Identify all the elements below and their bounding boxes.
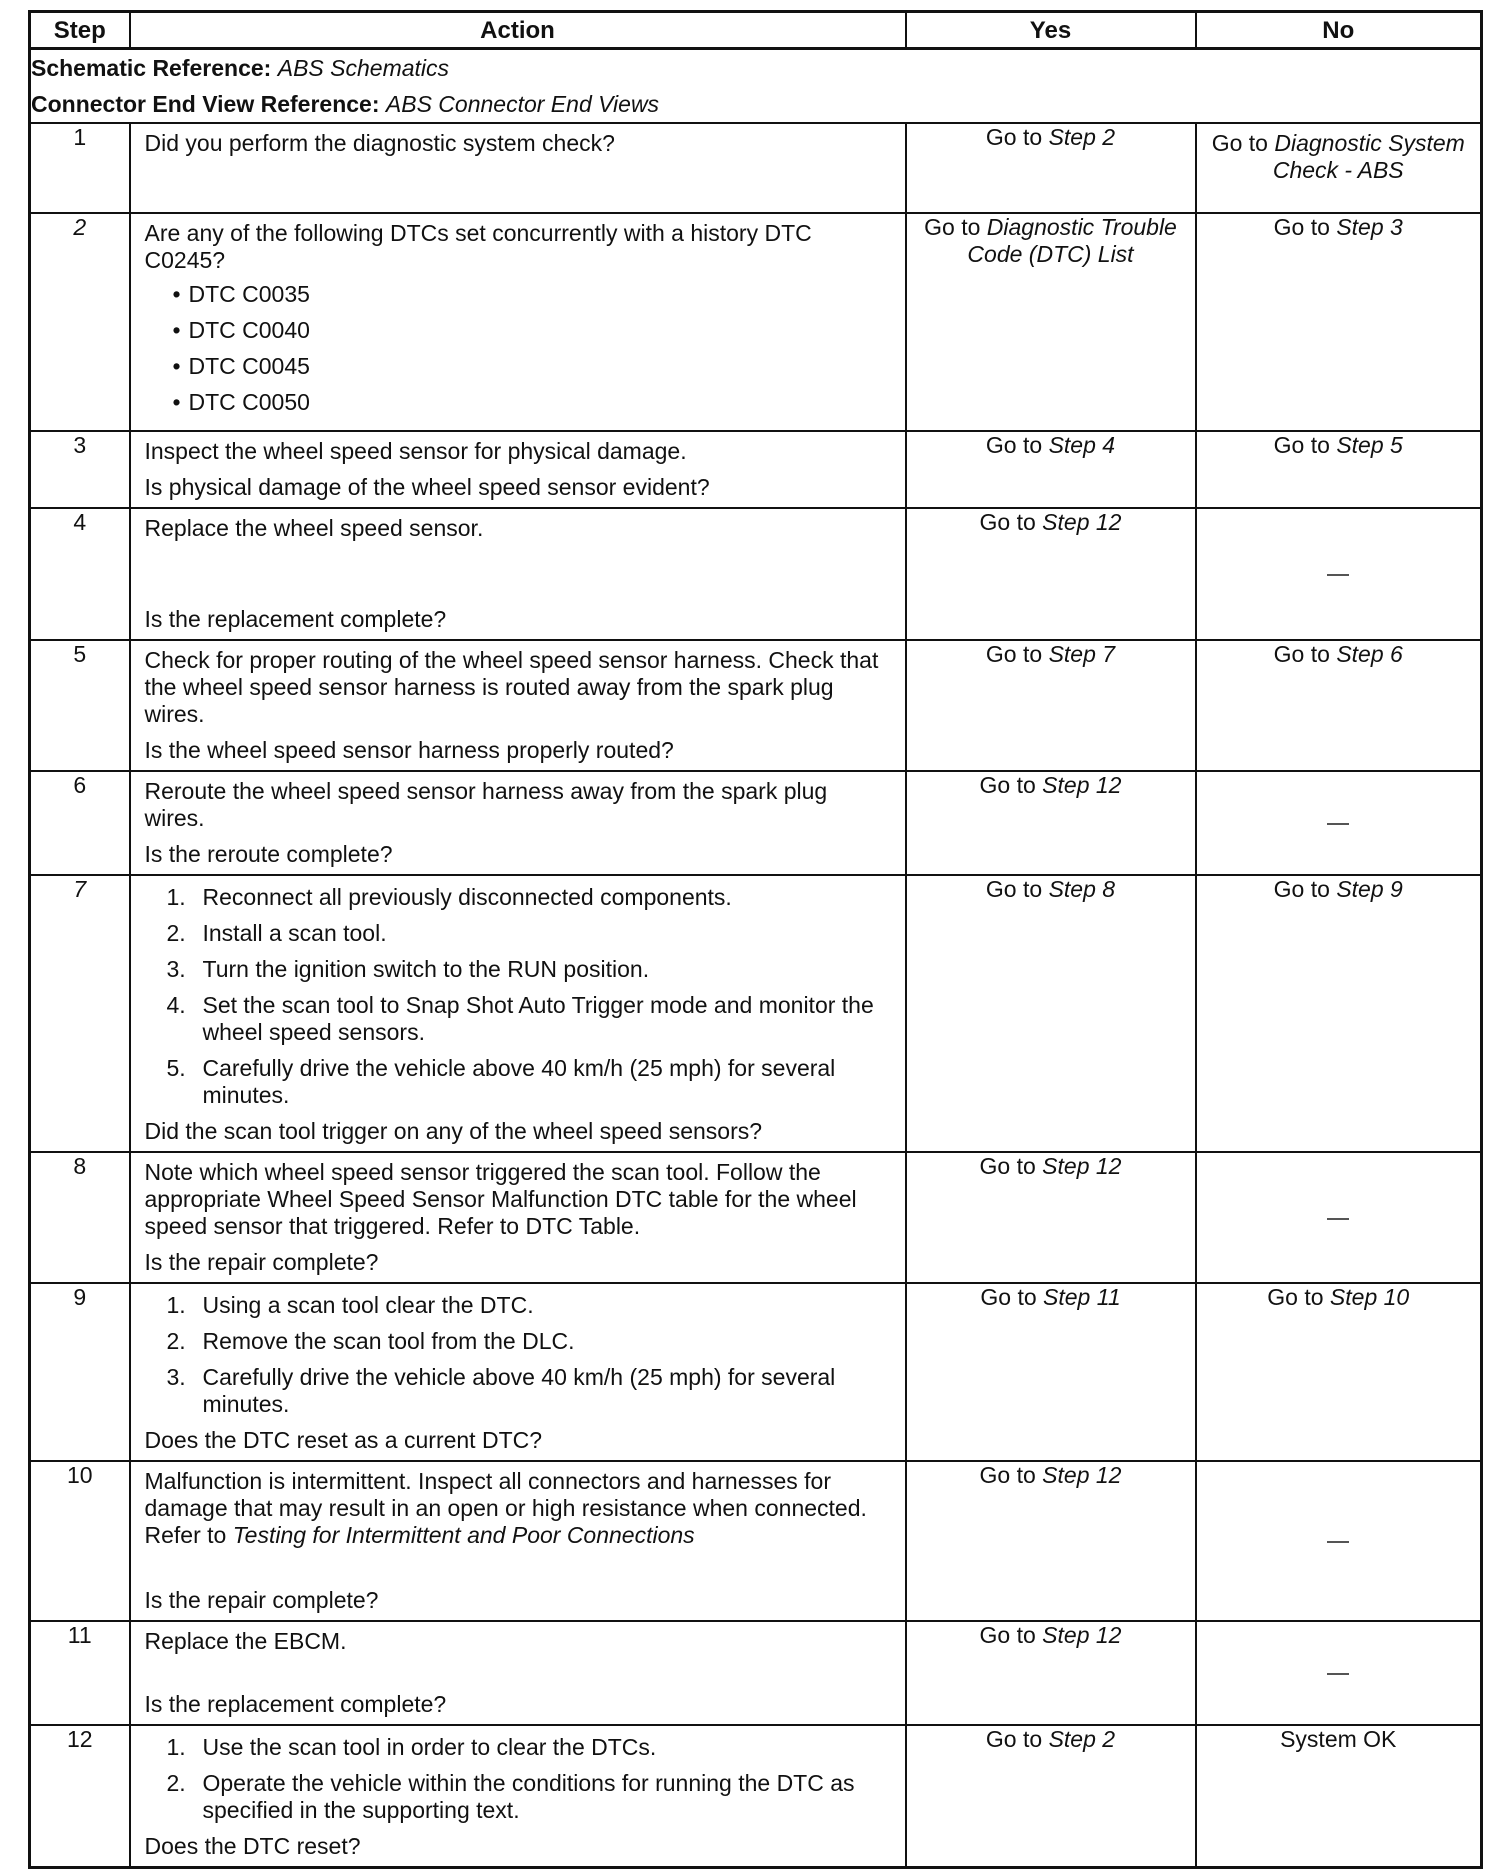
yes-prefix: Go to [985, 432, 1043, 458]
not-applicable-dash [1327, 823, 1349, 825]
step-question: Is the reroute complete? [144, 841, 393, 867]
step-number: 7 [30, 875, 130, 1152]
yes-step-link[interactable]: Step 12 [1042, 1622, 1122, 1648]
procedure-list [145, 1292, 893, 1418]
no-step-link[interactable]: Step 3 [1336, 214, 1403, 240]
step-action [130, 1621, 906, 1725]
step-number: 12 [30, 1725, 130, 1868]
list-number: 2. [166, 1770, 186, 1796]
not-applicable-dash [1327, 1541, 1349, 1543]
step-instruction: Replace the EBCM. [144, 1628, 347, 1654]
step-row [30, 123, 1482, 213]
step-question: Is the replacement complete? [144, 1691, 447, 1717]
list-item [145, 1364, 893, 1418]
yes-prefix: Go to [979, 772, 1036, 798]
step-row [30, 1725, 1482, 1868]
yes-cell [906, 875, 1196, 1152]
yes-cell [906, 640, 1196, 771]
no-cell [1196, 213, 1482, 431]
yes-cell [906, 1725, 1196, 1868]
testing-reference-link[interactable]: Testing for Intermittent and Poor Connections [232, 1522, 695, 1548]
list-item [145, 384, 893, 420]
yes-step-link[interactable]: Step 7 [1048, 641, 1116, 667]
yes-cell [906, 1621, 1196, 1725]
connector-reference [31, 86, 1480, 122]
step-number: 11 [30, 1621, 130, 1725]
yes-prefix: Go to [979, 1622, 1036, 1648]
no-prefix: Go to [1273, 641, 1330, 667]
no-step-link[interactable]: Step 6 [1336, 641, 1403, 667]
step-number: 3 [30, 431, 130, 508]
no-step-link[interactable]: Step 9 [1336, 876, 1403, 902]
no-prefix: Go to [1267, 1284, 1324, 1310]
step-number: 10 [30, 1461, 130, 1621]
step-instruction-text: Malfunction is intermittent. Inspect all connectors and harnesses for damage that may result in an open or high resistance when connected. Refer to [144, 1468, 867, 1548]
connector-reference-link[interactable]: ABS Connector End Views [385, 91, 660, 117]
diagnostic-table [28, 10, 1483, 1869]
step-action [130, 1461, 906, 1621]
step-question: Is the wheel speed sensor harness properly routed? [144, 737, 674, 763]
no-cell [1196, 1283, 1482, 1461]
no-cell [1196, 875, 1482, 1152]
yes-step-link[interactable]: Step 12 [1042, 1462, 1122, 1488]
yes-step-link[interactable]: Step 11 [1043, 1284, 1121, 1310]
connector-reference-label: Connector End View Reference: [31, 91, 380, 117]
step-action [130, 431, 906, 508]
step-row [30, 1283, 1482, 1461]
yes-step-link[interactable]: Step 8 [1048, 876, 1116, 902]
step-question: Are any of the following DTCs set concurrently with a history DTC C0245? [144, 220, 812, 273]
reference-row [30, 49, 1482, 124]
step-row [30, 213, 1482, 431]
step-question: Did you perform the diagnostic system check? [144, 130, 615, 156]
yes-prefix: Go to [980, 1284, 1037, 1310]
no-cell [1196, 431, 1482, 508]
no-prefix: Go to [1273, 214, 1330, 240]
no-step-link[interactable]: Step 5 [1336, 432, 1403, 458]
list-item-text: Carefully drive the vehicle above 40 km/h (25 mph) for several minutes. [202, 1055, 836, 1108]
step-number: 2 [30, 213, 130, 431]
list-item [145, 1734, 893, 1761]
diagnostic-table-sheet [28, 10, 1480, 1869]
no-cell [1196, 1461, 1482, 1621]
no-cell [1196, 1621, 1482, 1725]
step-question: Does the DTC reset? [144, 1833, 361, 1859]
list-item [145, 348, 893, 384]
step-question: Is physical damage of the wheel speed sensor evident? [144, 474, 710, 500]
not-applicable-dash [1327, 1218, 1349, 1220]
yes-prefix: Go to [985, 641, 1043, 667]
schematic-reference-label: Schematic Reference: [31, 55, 272, 81]
step-instruction [145, 1468, 893, 1549]
step-action [130, 123, 906, 213]
yes-cell [906, 123, 1196, 213]
yes-cell [906, 1283, 1196, 1461]
step-number: 8 [30, 1152, 130, 1283]
list-item [145, 1055, 893, 1109]
step-row [30, 1621, 1482, 1725]
step-question: Is the repair complete? [144, 1587, 379, 1613]
step-number: 6 [30, 771, 130, 875]
step-action [130, 1152, 906, 1283]
yes-step-link[interactable]: Step 2 [1048, 1726, 1116, 1752]
not-applicable-dash [1327, 574, 1349, 576]
procedure-list [145, 884, 893, 1109]
list-item-text: Install a scan tool. [202, 920, 387, 946]
step-row [30, 640, 1482, 771]
step-instruction: Check for proper routing of the wheel speed sensor harness. Check that the wheel speed sensor harness is routed away from the spark plug wires. [144, 647, 879, 727]
bullet-marker: • [172, 281, 181, 307]
list-item-text: DTC C0045 [188, 353, 310, 379]
list-item [145, 956, 893, 983]
list-number: 1. [166, 1734, 186, 1760]
list-item-text: Remove the scan tool from the DLC. [202, 1328, 575, 1354]
no-step-link[interactable]: Step 10 [1329, 1284, 1410, 1310]
bullet-marker: • [172, 353, 181, 379]
list-item [145, 1292, 893, 1319]
no-cell [1196, 771, 1482, 875]
list-item [145, 992, 893, 1046]
list-item-text: Use the scan tool in order to clear the DTCs. [202, 1734, 657, 1760]
yes-cell [906, 1152, 1196, 1283]
no-prefix: Go to [1273, 876, 1330, 902]
no-cell [1196, 1152, 1482, 1283]
system-ok-text: System OK [1280, 1726, 1397, 1752]
not-applicable-dash [1327, 1673, 1349, 1675]
list-item-text: Turn the ignition switch to the RUN position. [202, 956, 650, 982]
list-number: 4. [166, 992, 186, 1018]
step-row [30, 1461, 1482, 1621]
yes-step-link[interactable]: Step 12 [1042, 772, 1122, 798]
step-number: 9 [30, 1283, 130, 1461]
list-item [145, 276, 893, 312]
yes-prefix: Go to [985, 124, 1043, 150]
yes-step-link[interactable]: Step 2 [1048, 124, 1116, 150]
no-step-link[interactable]: Diagnostic System Check - ABS [1272, 130, 1465, 183]
step-instruction: Replace the wheel speed sensor. [144, 515, 484, 541]
step-question: Did the scan tool trigger on any of the wheel speed sensors? [144, 1118, 763, 1144]
list-item-text: Carefully drive the vehicle above 40 km/h (25 mph) for several minutes. [202, 1364, 836, 1417]
schematic-reference-link[interactable]: ABS Schematics [277, 55, 450, 81]
header-no: No [1196, 12, 1482, 49]
step-action [130, 213, 906, 431]
yes-prefix: Go to [979, 509, 1036, 535]
list-item [145, 1328, 893, 1355]
step-action [130, 640, 906, 771]
yes-prefix: Go to [985, 1726, 1043, 1752]
header-action: Action [130, 12, 906, 49]
yes-cell [906, 508, 1196, 640]
yes-prefix: Go to [979, 1153, 1036, 1179]
list-number: 5. [166, 1055, 186, 1081]
list-item [145, 1770, 893, 1824]
step-action [130, 508, 906, 640]
step-number: 5 [30, 640, 130, 771]
list-number: 3. [166, 956, 186, 982]
step-number: 4 [30, 508, 130, 640]
yes-prefix: Go to [985, 876, 1043, 902]
step-row [30, 875, 1482, 1152]
list-item-text: DTC C0050 [188, 389, 310, 415]
list-item-text: Reconnect all previously disconnected components. [202, 884, 732, 910]
step-row [30, 431, 1482, 508]
yes-cell [906, 771, 1196, 875]
step-instruction: Reroute the wheel speed sensor harness away from the spark plug wires. [144, 778, 828, 831]
yes-cell [906, 431, 1196, 508]
list-item [145, 920, 893, 947]
header-step: Step [30, 12, 130, 49]
list-item-text: DTC C0035 [188, 281, 310, 307]
step-number: 1 [30, 123, 130, 213]
step-action [130, 875, 906, 1152]
step-action [130, 771, 906, 875]
step-row [30, 771, 1482, 875]
no-cell [1196, 508, 1482, 640]
bullet-marker: • [172, 317, 181, 343]
step-question: Is the replacement complete? [144, 606, 447, 632]
reference-cell [30, 49, 1482, 124]
list-item-text: DTC C0040 [188, 317, 310, 343]
list-item-text: Set the scan tool to Snap Shot Auto Trigger mode and monitor the wheel speed sensors. [202, 992, 874, 1045]
yes-cell [906, 213, 1196, 431]
no-cell [1196, 123, 1482, 213]
list-number: 1. [166, 1292, 186, 1318]
no-prefix: Go to [1273, 432, 1330, 458]
yes-prefix: Go to [924, 214, 981, 240]
dtc-list [145, 276, 893, 420]
no-prefix: Go to [1211, 130, 1268, 156]
yes-cell [906, 1461, 1196, 1621]
bullet-marker: • [172, 389, 181, 415]
step-action [130, 1725, 906, 1868]
list-number: 2. [166, 1328, 186, 1354]
step-action [130, 1283, 906, 1461]
yes-step-link[interactable]: Step 4 [1048, 432, 1116, 458]
step-row [30, 1152, 1482, 1283]
yes-step-link[interactable]: Step 12 [1042, 509, 1122, 535]
header-yes: Yes [906, 12, 1196, 49]
step-instruction: Note which wheel speed sensor triggered the scan tool. Follow the appropriate Wheel Speed Sensor Malfunction DTC table for the wheel speed sensor that triggered. Refer to DTC Table. [144, 1159, 857, 1239]
list-item-text: Using a scan tool clear the DTC. [202, 1292, 534, 1318]
no-cell [1196, 640, 1482, 771]
yes-step-link[interactable]: Diagnostic Trouble Code (DTC) List [967, 214, 1177, 267]
schematic-reference [31, 50, 1480, 86]
list-number: 3. [166, 1364, 186, 1390]
header-row [30, 12, 1482, 49]
procedure-list [145, 1734, 893, 1824]
yes-prefix: Go to [979, 1462, 1036, 1488]
list-number: 1. [166, 884, 186, 910]
list-number: 2. [166, 920, 186, 946]
list-item-text: Operate the vehicle within the conditions for running the DTC as specified in the supporting text. [202, 1770, 855, 1823]
step-instruction: Inspect the wheel speed sensor for physical damage. [144, 438, 687, 464]
step-row [30, 508, 1482, 640]
step-question: Does the DTC reset as a current DTC? [144, 1427, 543, 1453]
list-item [145, 884, 893, 911]
yes-step-link[interactable]: Step 12 [1042, 1153, 1122, 1179]
no-cell [1196, 1725, 1482, 1868]
step-question: Is the repair complete? [144, 1249, 379, 1275]
list-item [145, 312, 893, 348]
